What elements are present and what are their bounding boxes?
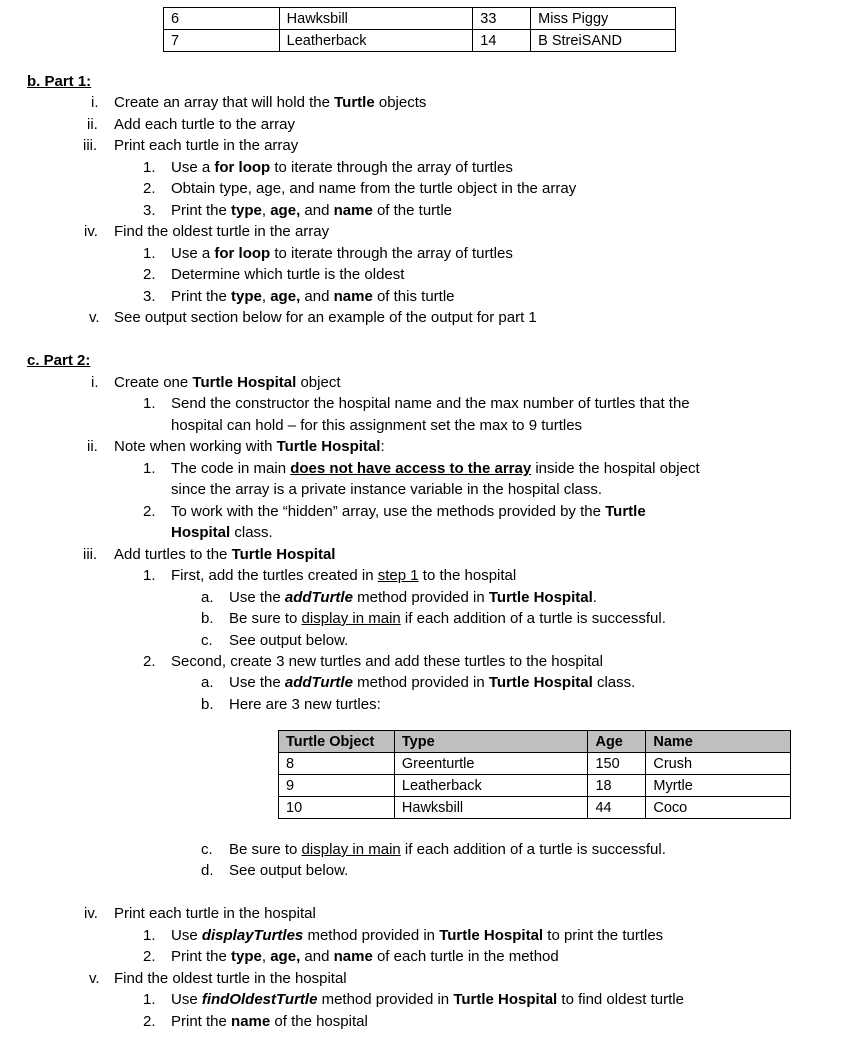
part1-item-iv-3-num: 3. (143, 288, 156, 305)
part2-item-iii-2b: Here are 3 new turtles: (229, 696, 381, 713)
table-row (279, 797, 791, 819)
part1-item-ii-num: ii. (87, 116, 98, 133)
part1-item-i-num: i. (91, 94, 99, 111)
new-turtles-table (278, 730, 791, 819)
part1-item-iii-1-num: 1. (143, 159, 156, 176)
part2-item-ii-1-num: 1. (143, 460, 156, 477)
table-row (164, 8, 676, 30)
cell: Miss Piggy (531, 8, 676, 30)
part1-item-iv-1: Use a for loop to iterate through the array of turtles (171, 245, 513, 262)
cell: Myrtle (646, 775, 791, 797)
part1-item-iii-3: Print the type, age, and name of the turtle (171, 202, 453, 219)
cell: B StreiSAND (531, 30, 676, 52)
cell: 6 (164, 8, 280, 30)
cell: 14 (473, 30, 531, 52)
part2-item-v: Find the oldest turtle in the hospital (114, 970, 347, 987)
part2-item-ii-2-num: 2. (143, 503, 156, 520)
part2-item-ii-2-line2: Hospital class. (171, 524, 273, 541)
header-cell: Type (394, 731, 588, 753)
part2-item-v-2-num: 2. (143, 1013, 156, 1030)
part1-item-iii-2: Obtain type, age, and name from the turtle object in the array (171, 180, 577, 197)
cell: 10 (279, 797, 395, 819)
part2-item-iv-2: Print the type, age, and name of each turtle in the method (171, 948, 559, 965)
part1-item-v: See output section below for an example of the output for part 1 (114, 309, 537, 326)
part2-item-ii-1-line1: The code in main does not have access to the array inside the hospital object (171, 460, 700, 477)
cell: Coco (646, 797, 791, 819)
part1-item-iv-1-num: 1. (143, 245, 156, 262)
part2-item-i: Create one Turtle Hospital object (114, 374, 341, 391)
part1-item-ii: Add each turtle to the array (114, 116, 295, 133)
part2-item-ii-1-line2: since the array is a private instance variable in the hospital class. (171, 481, 603, 498)
cell: 7 (164, 30, 280, 52)
cell: 33 (473, 8, 531, 30)
cell: Leatherback (394, 775, 588, 797)
part2-item-iii-1b: Be sure to display in main if each addition of a turtle is successful. (229, 610, 666, 627)
part2-item-v-1-num: 1. (143, 991, 156, 1008)
part2-item-iii-2a: Use the addTurtle method provided in Turtle Hospital class. (229, 674, 636, 691)
part1-heading: b. Part 1: (27, 73, 92, 90)
part2-item-iii-2d: See output below. (229, 862, 349, 879)
part1-item-iv-2-num: 2. (143, 266, 156, 283)
cell: 18 (588, 775, 646, 797)
part2-item-iii-1: First, add the turtles created in step 1 to the hospital (171, 567, 517, 584)
part2-item-ii-num: ii. (87, 438, 98, 455)
top-turtle-table (163, 7, 676, 52)
part2-item-ii: Note when working with Turtle Hospital: (114, 438, 385, 455)
cell: Crush (646, 753, 791, 775)
part2-item-i-1-line1: Send the constructor the hospital name and the max number of turtles that the (171, 395, 690, 412)
cell: 150 (588, 753, 646, 775)
part2-item-iii-1-num: 1. (143, 567, 156, 584)
part1-item-iv-2: Determine which turtle is the oldest (171, 266, 405, 283)
part2-heading: c. Part 2: (27, 352, 91, 369)
part1-item-iii-num: iii. (83, 137, 98, 154)
part1-item-iv-num: iv. (84, 223, 98, 240)
cell: 9 (279, 775, 395, 797)
part2-item-v-num: v. (89, 970, 100, 987)
table-header-row (279, 731, 791, 753)
part2-item-iii-1b-num: b. (201, 610, 214, 627)
part2-item-iii-2a-num: a. (201, 674, 214, 691)
part2-item-iii-1a: Use the addTurtle method provided in Turtle Hospital. (229, 589, 597, 606)
cell: Greenturtle (394, 753, 588, 775)
cell: Leatherback (279, 30, 473, 52)
cell: Hawksbill (279, 8, 473, 30)
part2-item-iii-2-num: 2. (143, 653, 156, 670)
header-cell: Name (646, 731, 791, 753)
part2-item-iii-1a-num: a. (201, 589, 214, 606)
cell: Hawksbill (394, 797, 588, 819)
part2-item-iv-1-num: 1. (143, 927, 156, 944)
part2-item-iii-num: iii. (83, 546, 98, 563)
part2-item-iii: Add turtles to the Turtle Hospital (114, 546, 336, 563)
part1-item-iv: Find the oldest turtle in the array (114, 223, 330, 240)
table-row (279, 775, 791, 797)
part2-item-v-1: Use findOldestTurtle method provided in Turtle Hospital to find oldest turtle (171, 991, 684, 1008)
part2-item-i-num: i. (91, 374, 99, 391)
part2-item-iii-1c: See output below. (229, 632, 349, 649)
part2-item-iv-2-num: 2. (143, 948, 156, 965)
part1-item-iii: Print each turtle in the array (114, 137, 299, 154)
part2-item-v-2: Print the name of the hospital (171, 1013, 368, 1030)
part2-item-i-1-line2: hospital can hold – for this assignment set the max to 9 turtles (171, 417, 583, 434)
header-cell: Age (588, 731, 646, 753)
cell: 44 (588, 797, 646, 819)
part1-item-iv-3: Print the type, age, and name of this turtle (171, 288, 455, 305)
part2-item-iii-2d-num: d. (201, 862, 214, 879)
part1-item-iii-1: Use a for loop to iterate through the array of turtles (171, 159, 513, 176)
part2-item-iii-2c: Be sure to display in main if each addition of a turtle is successful. (229, 841, 666, 858)
part1-item-i: Create an array that will hold the Turtle objects (114, 94, 427, 111)
part2-item-iii-2b-num: b. (201, 696, 214, 713)
part2-item-i-1-num: 1. (143, 395, 156, 412)
part1-item-iii-2-num: 2. (143, 180, 156, 197)
part2-item-ii-2-line1: To work with the “hidden” array, use the methods provided by the Turtle (171, 503, 646, 520)
part2-item-iii-2c-num: c. (201, 841, 213, 858)
part2-item-iv: Print each turtle in the hospital (114, 905, 316, 922)
cell: 8 (279, 753, 395, 775)
part2-item-iv-1: Use displayTurtles method provided in Turtle Hospital to print the turtles (171, 927, 664, 944)
part1-item-iii-3-num: 3. (143, 202, 156, 219)
table-row (279, 753, 791, 775)
part2-item-iv-num: iv. (84, 905, 98, 922)
part2-item-iii-2: Second, create 3 new turtles and add these turtles to the hospital (171, 653, 603, 670)
part2-item-iii-1c-num: c. (201, 632, 213, 649)
table-row (164, 30, 676, 52)
header-cell: Turtle Object (279, 731, 395, 753)
part1-item-v-num: v. (89, 309, 100, 326)
